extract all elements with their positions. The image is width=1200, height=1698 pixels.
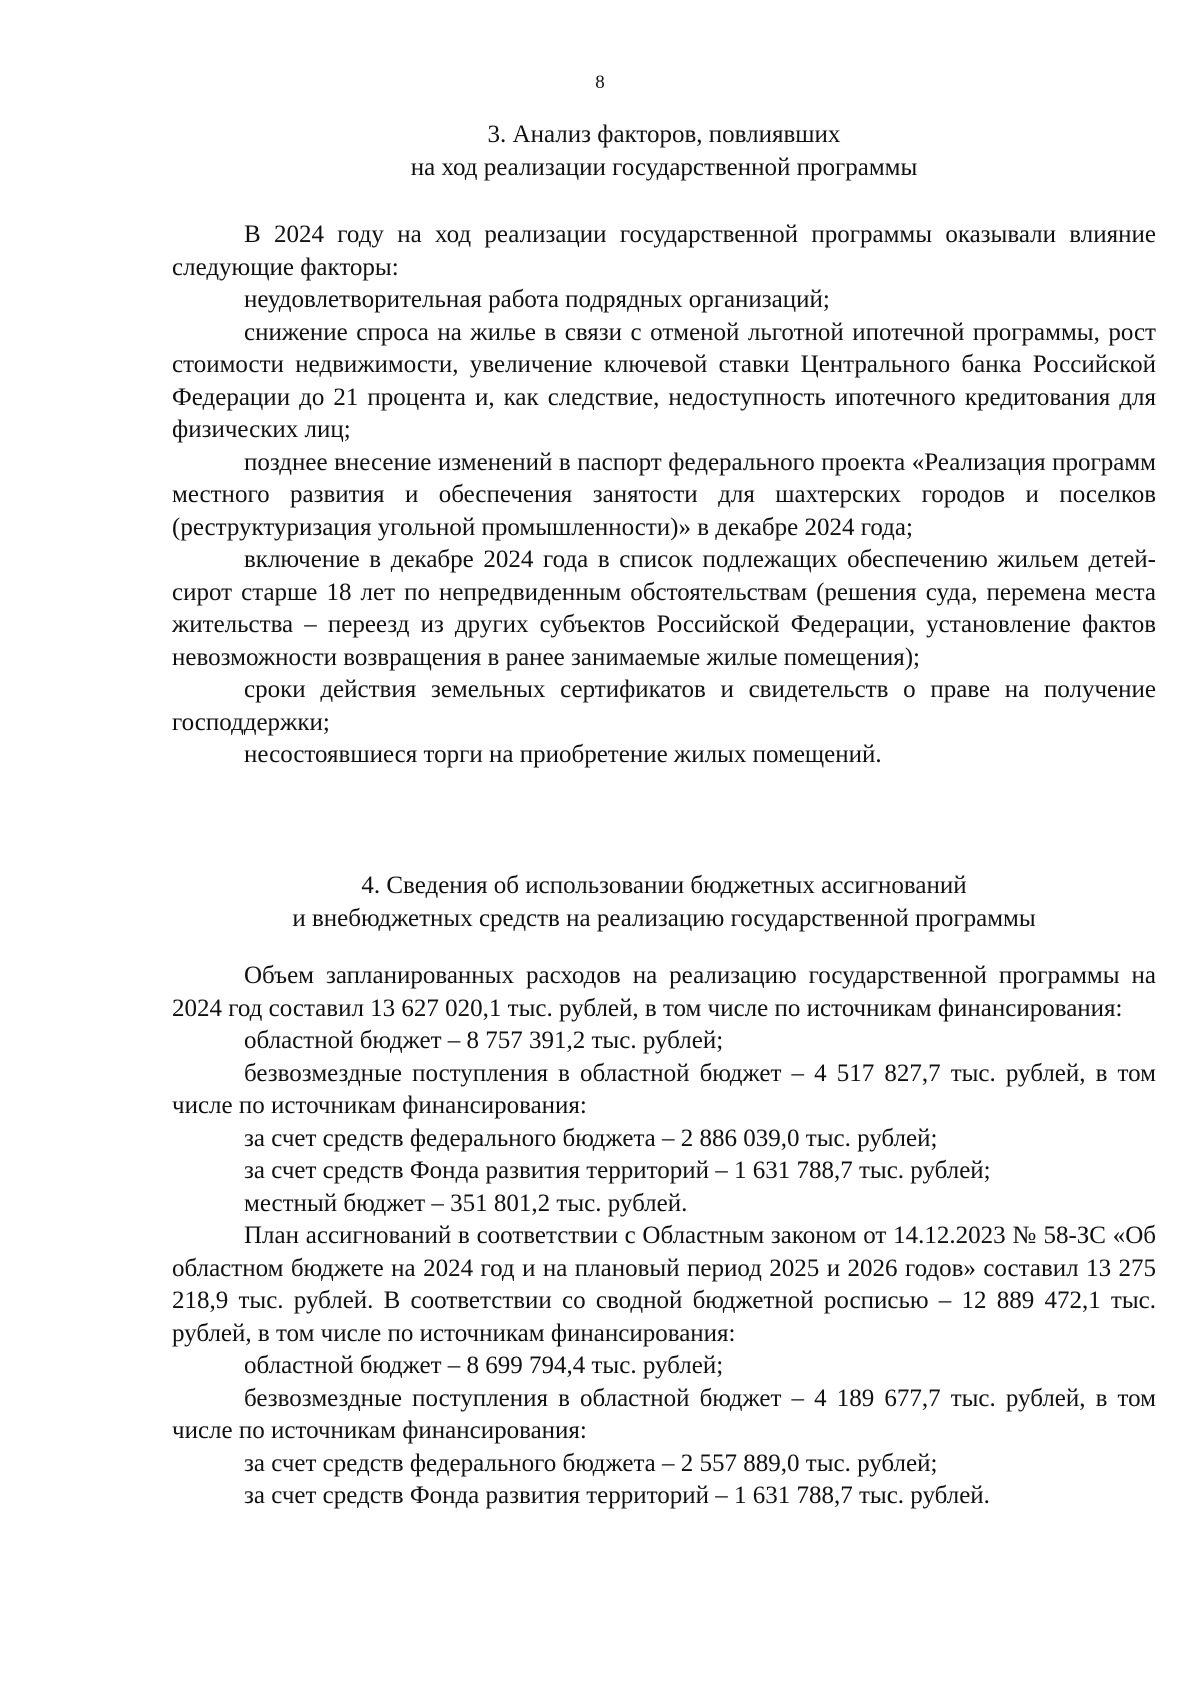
section-3-factor-orphans: включение в декабре 2024 года в список подлежащих обеспечению жильем детей-сирот старше 18 лет по непредвиденным обстоятельствам (решения суда, перемена места жительства – переезд из других субъектов Российской Федерации, установление фактов невозможности возвращения в ранее занимаемые жилые помещения); — [172, 546, 1156, 671]
section-4-body — [172, 960, 1156, 1513]
section-4-gratuitous-receipts: безвозмездные поступления в областной бюджет – 4 517 827,7 тыс. рублей, в том числе по источникам финансирования: — [172, 1059, 1156, 1119]
section-3-factor-contractors: неудовлетворительная работа подрядных организаций; — [244, 286, 830, 313]
section-3-factor-federal-project: позднее внесение изменений в паспорт федерального проекта «Реализация программ местного развития и обеспечения занятости для шахтерских городов и поселков (реструктуризация угольной промышленности)» в декабре 2024 года; — [172, 448, 1156, 541]
section-4-local-budget: местный бюджет – 351 801,2 тыс. рублей. — [244, 1189, 688, 1217]
section-3-factor-demand: снижение спроса на жилье в связи с отменой льготной ипотечной программы, рост стоимости недвижимости, увеличение ключевой ставки Центрального банка Российской Федерации до 21 процента и, как следствие, недоступность ипотечного кредитования для физических лиц; — [172, 318, 1156, 443]
section-4-allocation-plan: План ассигнований в соответствии с Областным законом от 14.12.2023 № 58-ЗС «Об областном бюджете на 2024 год и на плановый период 2025 и 2026 годов» составил 13 275 218,9 тыс. рублей. В соответствии со сводной бюджетной росписью – 12 889 472,1 тыс. рублей, в том числе по источникам финансирования: — [172, 1222, 1156, 1347]
section-3-heading — [172, 118, 1156, 184]
section-4-planned-expenses: Объем запланированных расходов на реализацию государственной программы на 2024 год составил 13 627 020,1 тыс. рублей, в том числе по источникам финансирования: — [172, 962, 1156, 1022]
section-4-heading-line-1: 4. Сведения об использовании бюджетных ассигнований — [361, 872, 967, 899]
section-3-heading-line-1: 3. Анализ факторов, повлиявших — [487, 121, 841, 148]
section-4-heading — [172, 869, 1156, 935]
section-4-federal-budget-plan: за счет средств федерального бюджета – 2 557 889,0 тыс. рублей; — [244, 1449, 938, 1477]
section-4-territory-fund-plan: за счет средств Фонда развития территорий – 1 631 788,7 тыс. рублей. — [244, 1482, 990, 1509]
section-4-regional-budget-plan: областной бюджет – 8 699 794,4 тыс. рублей; — [244, 1352, 724, 1379]
page-number: 8 — [595, 72, 605, 93]
section-3-body — [172, 219, 1156, 772]
section-4-gratuitous-receipts-plan: безвозмездные поступления в областной бюджет – 4 189 677,7 тыс. рублей, в том числе по источникам финансирования: — [172, 1384, 1156, 1444]
section-4-federal-budget: за счет средств федерального бюджета – 2 886 039,0 тыс. рублей; — [244, 1124, 938, 1152]
section-3-paragraph-intro: В 2024 году на ход реализации государственной программы оказывали влияние следующие факторы: — [172, 221, 1156, 281]
section-4-territory-fund: за счет средств Фонда развития территорий – 1 631 788,7 тыс. рублей; — [244, 1157, 991, 1184]
section-3-heading-line-2: на ход реализации государственной программы — [410, 154, 918, 181]
section-4-regional-budget: областной бюджет – 8 757 391,2 тыс. рублей; — [244, 1027, 724, 1054]
section-3-factor-certificates: сроки действия земельных сертификатов и свидетельств о праве на получение господдержки; — [172, 676, 1156, 736]
section-3-factor-tenders: несостоявшиеся торги на приобретение жилых помещений. — [244, 741, 882, 768]
section-4-heading-line-2: и внебюджетных средств на реализацию государственной программы — [292, 905, 1036, 932]
